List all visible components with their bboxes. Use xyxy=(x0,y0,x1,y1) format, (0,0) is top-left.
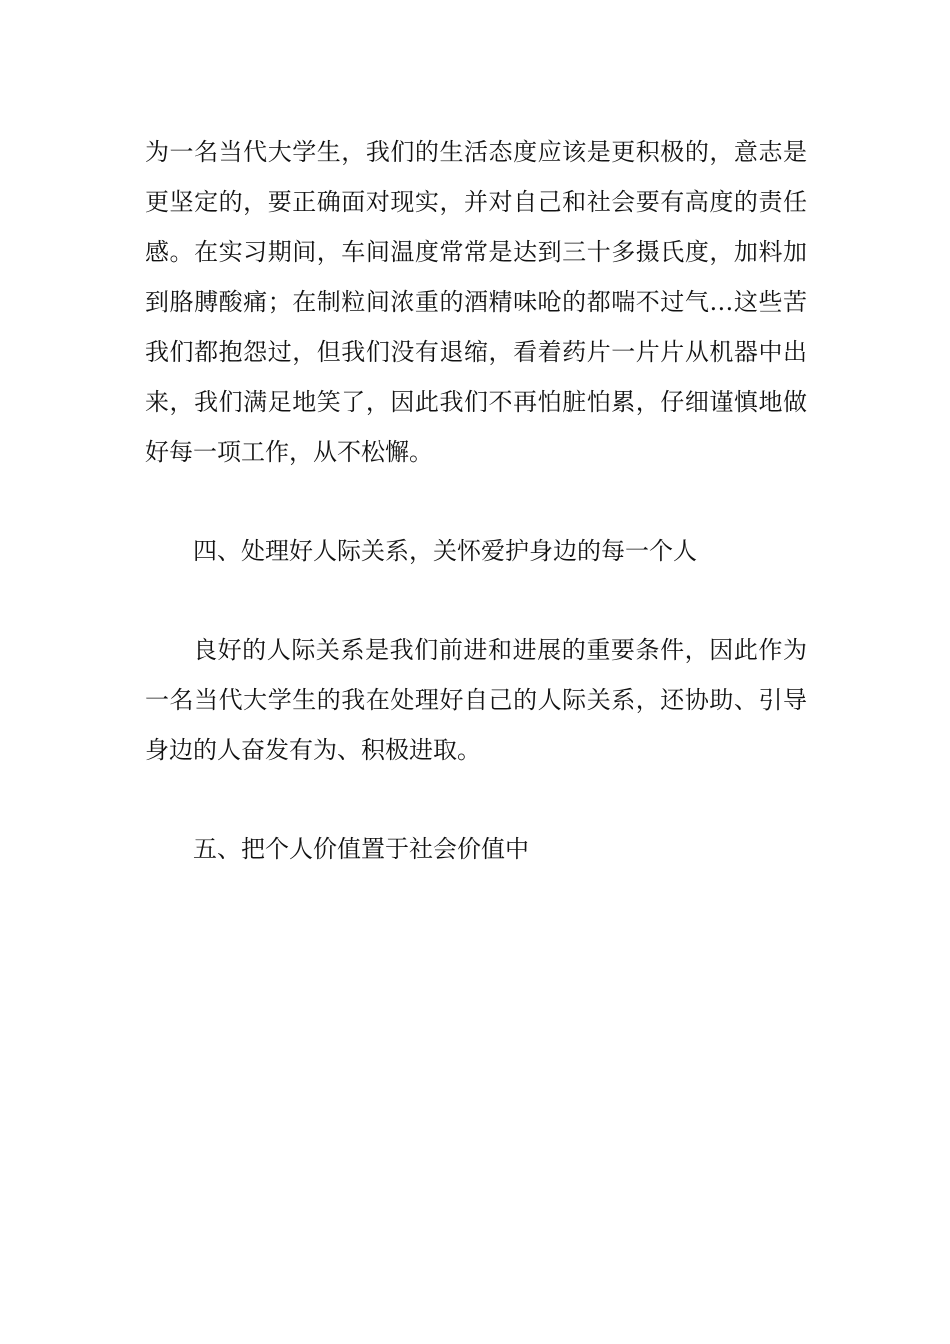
paragraph-line: 一名当代大学生的我在处理好自己的人际关系，还协助、引导 xyxy=(145,686,807,714)
paragraph-interpersonal xyxy=(145,625,807,775)
paragraph-line: 来，我们满足地笑了，因此我们不再怕脏怕累，仔细谨慎地做 xyxy=(145,388,807,416)
paragraph-life-attitude xyxy=(145,127,807,477)
paragraph-line: 身边的人奋发有为、积极进取。 xyxy=(145,736,481,764)
paragraph-line: 我们都抱怨过，但我们没有退缩，看着药片一片片从机器中出 xyxy=(145,338,807,366)
paragraph-line: 更坚定的，要正确面对现实，并对自己和社会要有高度的责任 xyxy=(145,188,807,216)
paragraph-line: 为一名当代大学生，我们的生活态度应该是更积极的，意志是 xyxy=(145,138,807,166)
section-heading-four: 四、处理好人际关系，关怀爱护身边的每一个人 xyxy=(193,537,697,565)
paragraph-line: 良好的人际关系是我们前进和进展的重要条件，因此作为 xyxy=(193,636,807,664)
paragraph-line: 到胳膊酸痛；在制粒间浓重的酒精味呛的都喘不过气…这些苦 xyxy=(145,288,807,316)
paragraph-line: 感。在实习期间，车间温度常常是达到三十多摄氏度，加料加 xyxy=(145,238,807,266)
paragraph-line: 好每一项工作，从不松懈。 xyxy=(145,438,433,466)
section-heading-five: 五、把个人价值置于社会价值中 xyxy=(193,835,529,863)
